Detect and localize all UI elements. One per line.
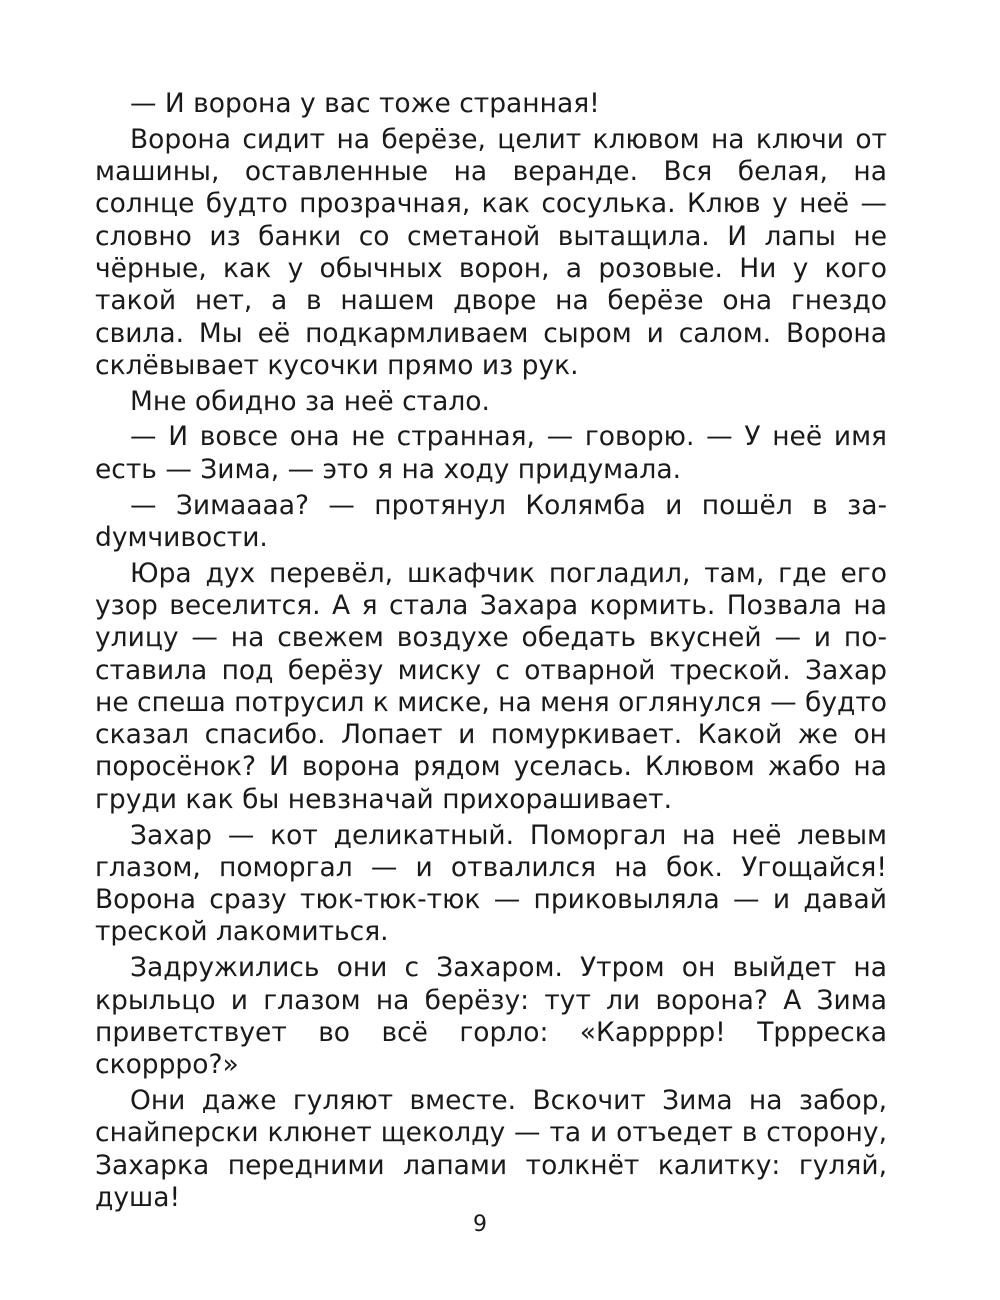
paragraph-7: Захар — кот деликатный. Поморгал на неё левым глазом, поморгал — и отвалился на бок. Угощайся! Ворона сразу тюк-тюк-тюк — приковыляла — и давай треской лакомиться. xyxy=(95,819,887,948)
page-body xyxy=(95,88,887,1218)
paragraph-2: Ворона сидит на берёзе, целит клювом на ключи от машины, оставленные на веранде. Вся белая, на солнце будто прозрачная, как сосулька. Клюв у неё — словно из банки со сметаной вытащила. И лапы не чёрные, как у обычных ворон, а розовые. Ни у кого такой нет, а в нашем дворе на берёзе она гнездо свила. Мы её подкармливаем сыром и салом. Ворона склёвывает кусочки прямо из рук. xyxy=(95,123,887,381)
paragraph-3: Мне обидно за неё стало. xyxy=(130,385,490,417)
paragraph-1: — И ворона у вас тоже странная! xyxy=(130,88,600,119)
paragraph-5: — Зимаааа? — протянул Колямба и пошёл в заdумчивости. xyxy=(95,489,887,553)
paragraph-8: Задружились они с Захаром. Утром он выйдет на крыльцо и глазом на берёзу: тут ли ворона? А Зима приветствует во всё горло: «Каррррр! Тррреска скоррро?» xyxy=(95,952,887,1081)
paragraph-6: Юра дух перевёл, шкафчик погладил, там, где его узор веселится. А я стала Захара кормить. Позвала на улицу — на свежем воздухе обедать вкусней — и поставила под берёзу миску с отварной треской. Захар не спеша потрусил к миске, на меня оглянулся — будто сказал спасибо. Лопает и помуркивает. Какой же он поросёнок? И ворона рядом уселась. Клювом жабо на груди как бы невзначай прихорашивает. xyxy=(95,557,887,815)
paragraph-4: — И вовсе она не странная, — говорю. — У неё имя есть — Зима, — это я на ходу придумала. xyxy=(95,421,887,485)
page-number: 9 xyxy=(473,1212,487,1237)
paragraph-9: Они даже гуляют вместе. Вскочит Зима на забор, снайперски клюнет щеколду — та и отъедет в сторону, Захарка передними лапами толкнёт калитку: гуляй, душа! xyxy=(95,1084,887,1213)
